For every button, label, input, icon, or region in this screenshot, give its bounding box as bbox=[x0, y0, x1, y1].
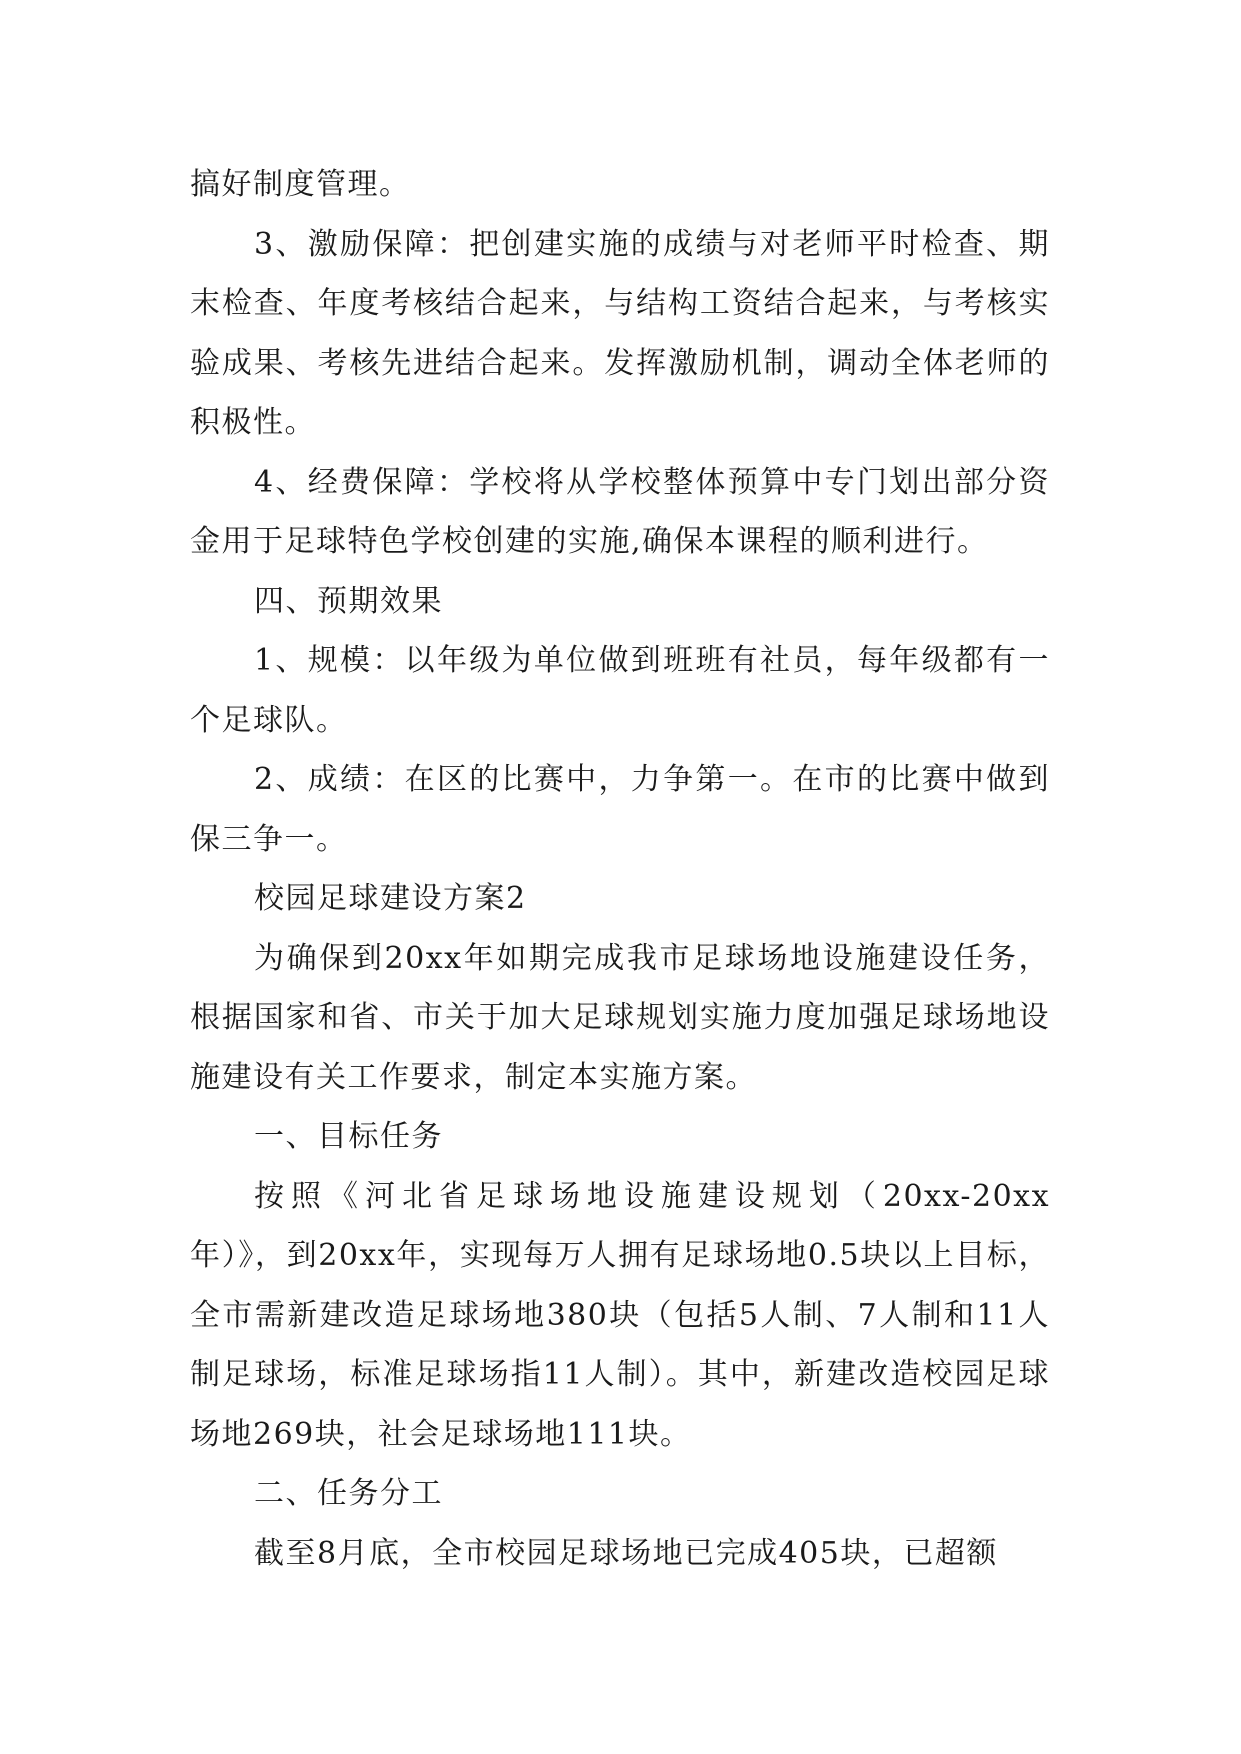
paragraph-3: 4、经费保障：学校将从学校整体预算中专门划出部分资金用于足球特色学校创建的实施,确保本课程的顺利进行。 bbox=[190, 464, 1050, 559]
section-heading-division: 二、任务分工 bbox=[254, 1476, 443, 1511]
section-heading-expected-results: 四、预期效果 bbox=[254, 583, 443, 619]
document-body bbox=[190, 155, 1050, 1583]
paragraph-8: 为确保到20xx年如期完成我市足球场地设施建设任务，根据国家和省、市关于加大足球规划实施力度加强足球场地设施建设有关工作要求，制定本实施方案。 bbox=[190, 940, 1050, 1095]
document-subtitle: 校园足球建设方案2 bbox=[254, 881, 527, 916]
paragraph-12: 截至8月底，全市校园足球场地已完成405块，已超额 bbox=[254, 1535, 998, 1571]
paragraph-10: 按照《河北省足球场地设施建设规划（20xx-20xx年）》，到20xx年，实现每万人拥有足球场地0.5块以上目标，全市需新建改造足球场地380块（包括5人制、7人制和11人制足球场，标准足球场指11人制）。其中，新建改造校园足球场地269块，社会足球场地111块。 bbox=[190, 1178, 1050, 1452]
section-heading-goals: 一、目标任务 bbox=[254, 1119, 443, 1154]
paragraph-5: 1、规模：以年级为单位做到班班有社员，每年级都有一个足球队。 bbox=[190, 643, 1050, 738]
paragraph-1: 搞好制度管理。 bbox=[190, 167, 411, 202]
paragraph-6: 2、成绩：在区的比赛中，力争第一。在市的比赛中做到保三争一。 bbox=[190, 762, 1050, 857]
paragraph-2: 3、激励保障：把创建实施的成绩与对老师平时检查、期末检查、年度考核结合起来，与结构工资结合起来，与考核实验成果、考核先进结合起来。发挥激励机制，调动全体老师的积极性。 bbox=[190, 226, 1050, 440]
